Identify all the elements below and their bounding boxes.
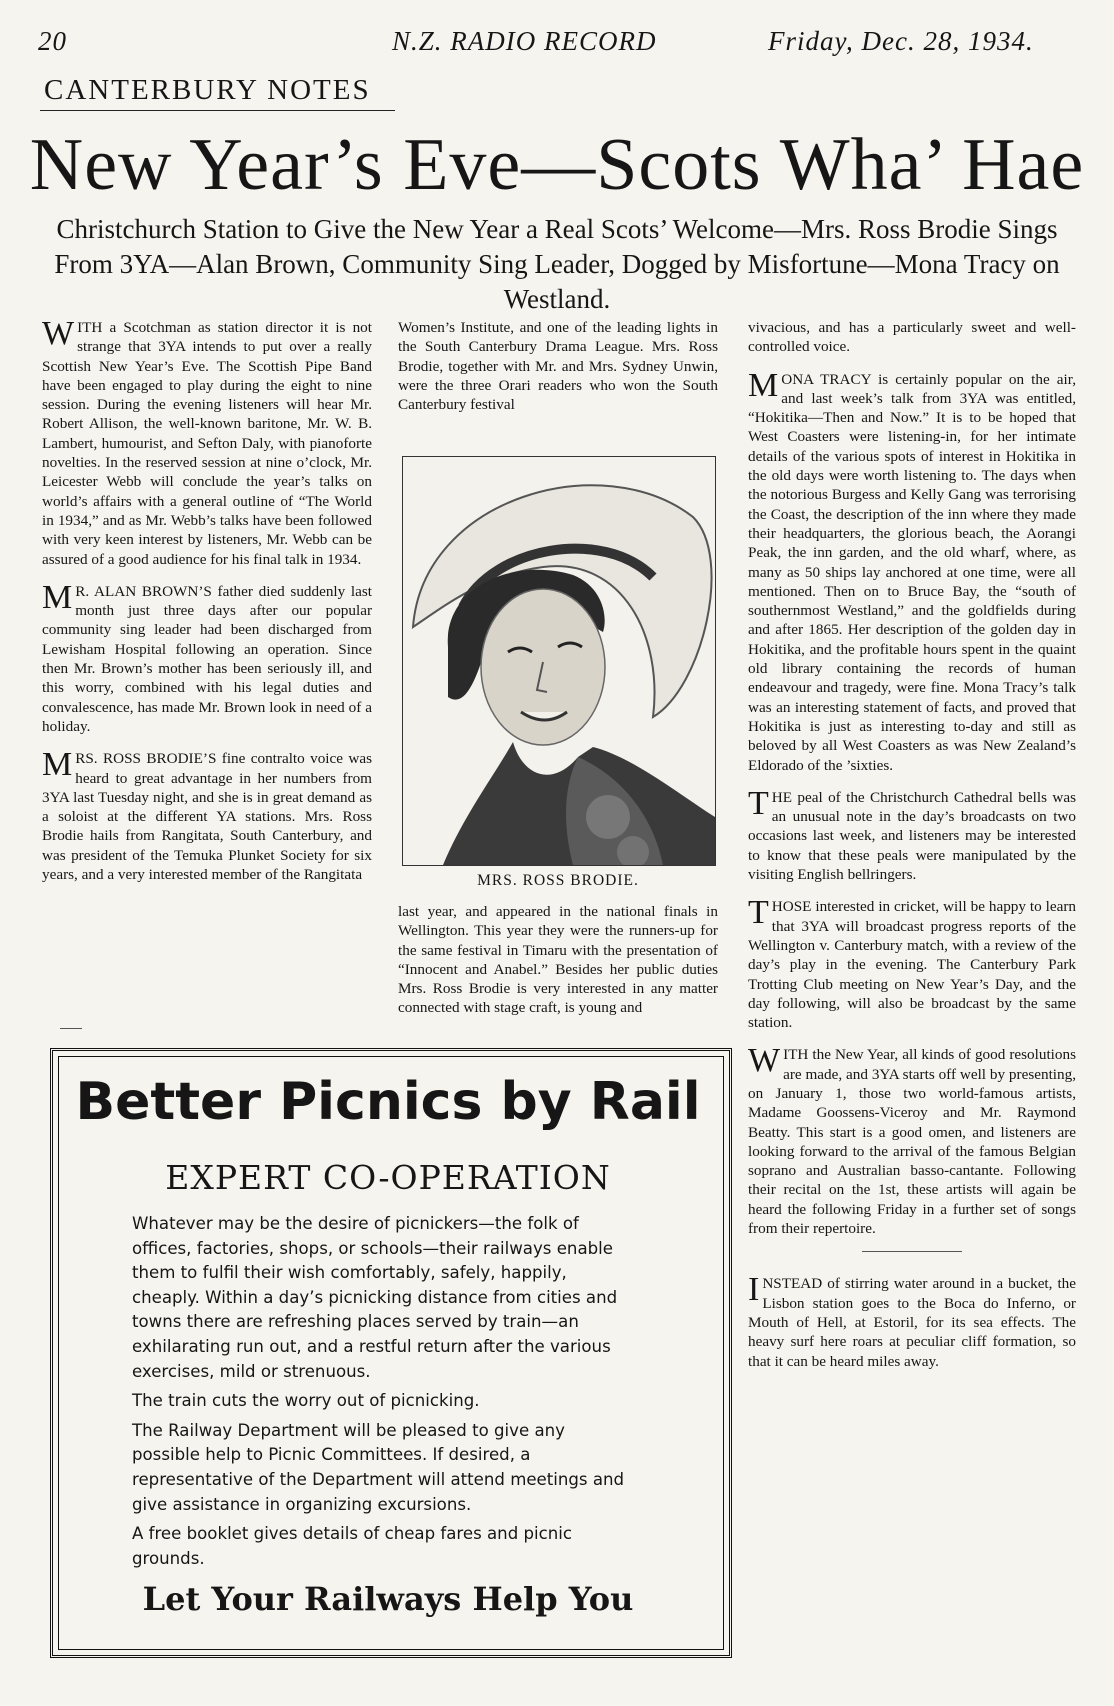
article-column-1 [42,315,372,897]
headline: New Year’s Eve—Scots Wha’ Hae [29,124,1085,206]
paragraph-new-year-artists: WITH the New Year, all kinds of good resolutions are made, and 3YA starts off well by presenting, on January 1, those two world-famous artists, Madame Goossens-Viceroy and Mr. Raymond Beatty. This start is a good omen, and listeners are looking forward to the arrival of the famous Belgian soprano and Australian basso-cantante. Following their recital on the 1st, these artists will again be heard the following Friday in a further set of songs from their repertoire. [748,1042,1076,1238]
paragraph-cathedral-bells: THE peal of the Christchurch Cathedral bells was an unusual note in the day’s broadcasts on two occasions last week, and listeners may be interested to know that these peals were manipulated by the visiting English bellringers. [748,784,1076,884]
portrait-photo [402,456,716,866]
advert-body: Whatever may be the desire of picnickers—the folk of offices, factories, shops, or schools—their railways enable them to fulfil their wish comfortably, safely, happily, cheaply. Within a day’s picnicking distance from cities and towns there are refreshing places served by train—an exhilarating run out, and a restful return after the various exercises, mild or strenuous. The train cuts the worry out of picnicking. The Railway Department will be pleased to give any possible help to Picnic Committees. If desired, a representative of the Department will attend meetings and give assistance in organizing excursions. A free booklet gives details of cheap fares and picnic grounds. [132,1214,625,1568]
paragraph-vivacious: vivacious, and has a particularly sweet and well-controlled voice. [748,319,1076,356]
photo-caption: MRS. ROSS BRODIE. [477,872,639,889]
paragraph-lisbon: INSTEAD of stirring water around in a bucket, the Lisbon station goes to the Boca do Inferno, or Mouth of Hell, at Estoril, for its sea effects. The heavy surf here roars at peculiar cliff formation, so that it can be heard miles away. [748,1271,1076,1370]
article-column-2-bottom: last year, and appeared in the national finals in Wellington. This year they were the runners-up for the same festival in Timaru with the presentation of “Innocent and Anabel.” Besides her public duties Mrs. Ross Brodie is very interested in any matter connected with stage craft, is young and [398,903,718,1017]
column-end-rule [60,1028,82,1029]
article-column-3 [748,318,1076,1384]
section-rule [40,110,395,111]
advert-title: Better Picnics by Rail [75,1072,701,1132]
article-column-2-top: Women’s Institute, and one of the leading lights in the South Canterbury Drama League. Mrs. Ross Brodie, together with Mr. and Mrs. Sydney Unwin, were the three Orari readers who won the South Canterbury festival [398,319,718,414]
advert-subtitle: EXPERT CO-OPERATION [165,1158,611,1197]
page-number: 20 [38,26,67,56]
paragraph-cricket: THOSE interested in cricket, will be happy to learn that 3YA will broadcast progress reports of the Wellington v. Canterbury match, with a review of the day’s play in the evening. The Canterbury Park Trotting Club meeting on New Year’s Day, and the day following, will also be broadcast by the same station. [748,894,1076,1032]
column-divider-rule [862,1251,962,1252]
portrait-illustration [403,457,715,865]
paragraph-mona-tracy: MONA TRACY is certainly popular on the air, and last week’s talk from 3YA was entitled, “Hokitika—Then and Now.” It is to be hoped that West Coasters were listening-in, for her intimate details of the various spots of interest in Hokitika in the old days were worth listening to. The days when the notorious Burgess and Kelly Gang was terrorising the Coast, the description of the inn where they made their headquarters, the glorious beach, the Aorangi Peak, the inn garden, and the old wharf, where, as many as 50 ships lay anchored at one time, were all mentioned. Then on to Bruce Bay, the “south of southernmost Westland,” and the goldfields during and after 1865. Her description of the golden day in Hokitika, and the profitable hours spent in the quaint old library containing the records of human endeavour and tragedy, were fine. Mona Tracy’s talk was an interesting statement of facts, and proved that Hokitika is just as interesting to-day and still as beloved by all West Coasters as was New Zealand’s Eldorado of the ’sixties. [748,366,1076,774]
issue-date: Friday, Dec. 28, 1934. [768,26,1034,56]
paragraph-station-director: WITH a Scotchman as station director it is not strange that 3YA intends to put over a really Scottish New Year’s Eve. The Scottish Pipe Band have been engaged to play during the eight to nine session. During the evening listeners will hear Mr. Robert Allison, the well-known baritone, Mr. W. B. Lambert, humourist, and Sefton Daly, with pianoforte novelties. In the reserved session at nine o’clock, Mr. Leicester Webb will conclude the year’s talks on world’s affairs with a general outline of “The World in 1934,” and as Mr. Webb’s talks have been followed with very keen interest by listeners, Mr. Webb can be assured of a good audience for his final talk in 1934. [42,315,372,568]
advert-slogan: Let Your Railways Help You [142,1580,634,1618]
publication-name: N.Z. RADIO RECORD [392,26,657,56]
paragraph-ross-brodie: MRS. ROSS BRODIE’S fine contralto voice was heard to great advantage in her numbers from 3YA last Tuesday night, and she is in great demand as a soloist at the different YA stations. Mrs. Ross Brodie hails from Rangitata, South Canterbury, and was president of the Temuka Plunket Society for six years, and a very interested member of the Rangitata [42,746,372,884]
section-label: CANTERBURY NOTES [44,74,371,106]
paragraph-alan-brown: M R. ALAN BROWN’S father died suddenly last month just three days after our popular community sing leader had been discharged from Lewisham Hospital following an operation. Since then Mr. Brown’s mother has been seriously ill, and this worry, combined with his legal duties and convalescence, has made Mr. Brown look in need of a holiday. [42,578,372,735]
deck: Christchurch Station to Give the New Year a Real Scots’ Welcome—Mrs. Ross Brodie Sings From 3YA—Alan Brown, Community Sing Leader, Dogged by Misfortune—Mona Tracy on Westland. [54,214,1060,314]
